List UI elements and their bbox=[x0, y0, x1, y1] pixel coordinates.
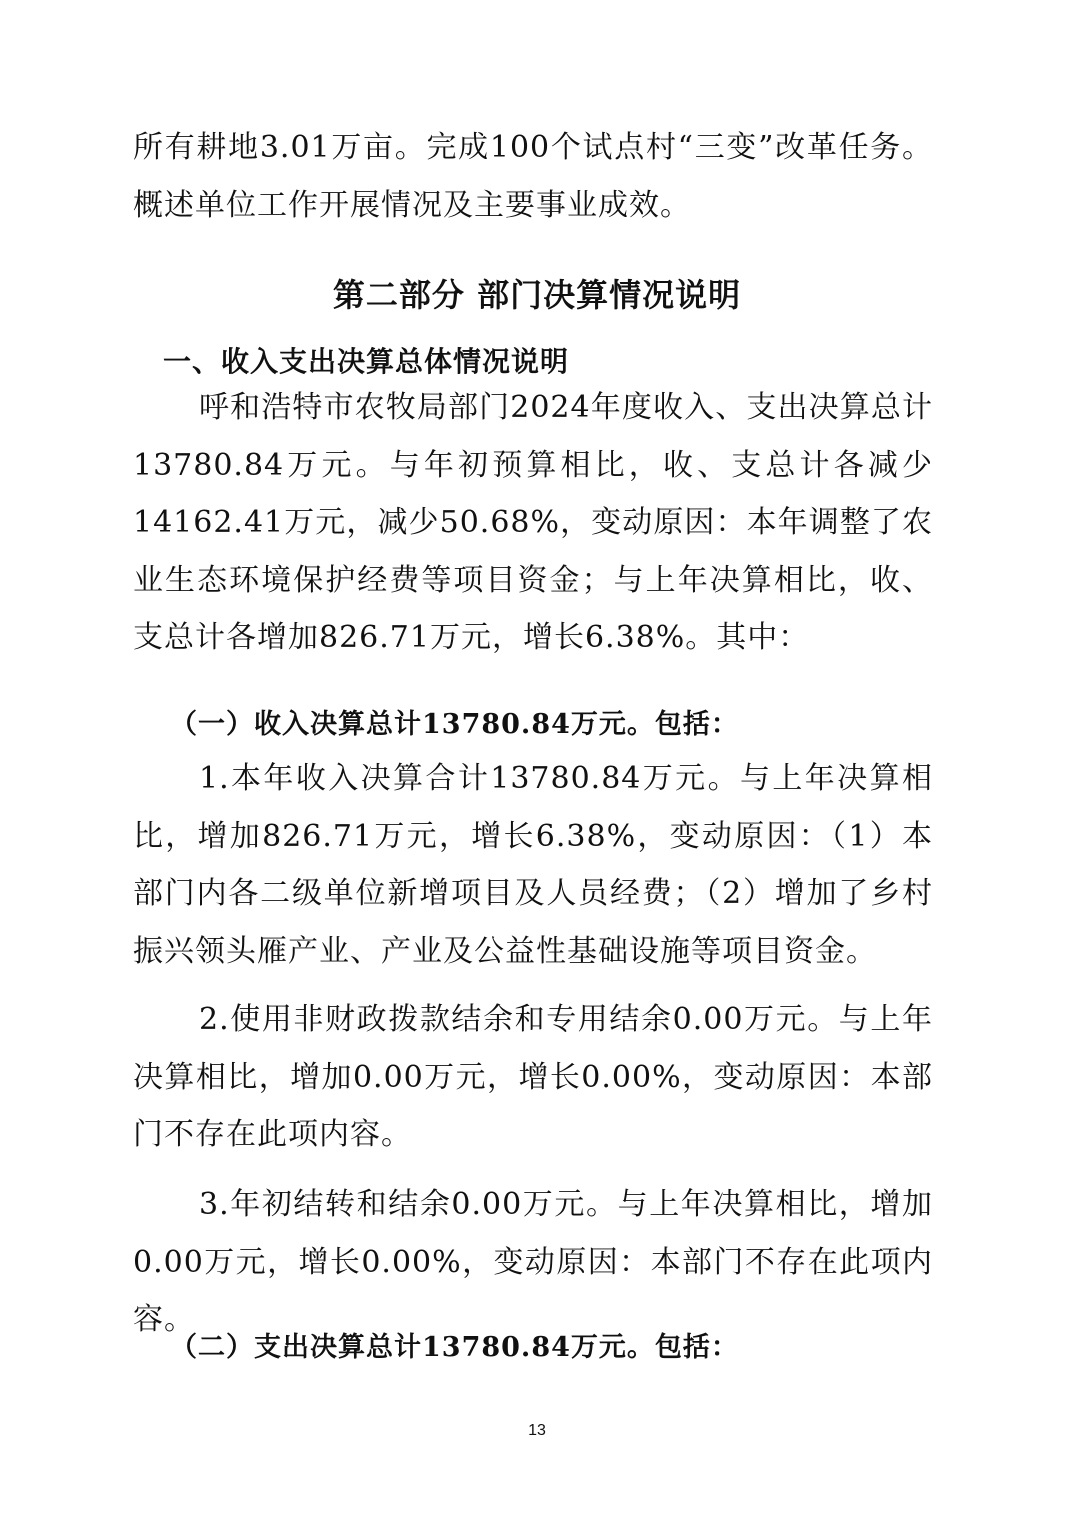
income-item-2: 2.使用非财政拨款结余和专用结余0.00万元。与上年决算相比，增加0.00万元，增长0.00%，变动原因：本部门不存在此项内容。 bbox=[133, 1002, 933, 1152]
section-1-body: 呼和浩特市农牧局部门2024年度收入、支出决算总计13780.84万元。与年初预算相比，收、支总计各减少14162.41万元，减少50.68%，变动原因：本年调整了农业生态环境保护经费等项目资金；与上年决算相比，收、支总计各增加826.71万元，增长6.38%。其中： bbox=[133, 390, 933, 655]
part-title: 第二部分 部门决算情况说明 bbox=[332, 276, 742, 314]
sub-2-heading: （二）支出决算总计13780.84万元。包括： bbox=[170, 1332, 739, 1363]
section-1-heading: 一、收入支出决算总体情况说明 bbox=[163, 345, 570, 378]
page-number: 13 bbox=[528, 1422, 546, 1439]
sub-1-heading: （一）收入决算总计13780.84万元。包括： bbox=[170, 709, 739, 740]
income-item-1: 1.本年收入决算合计13780.84万元。与上年决算相比，增加826.71万元，增长6.38%，变动原因：（1）本部门内各二级单位新增项目及人员经费；（2）增加了乡村振兴领头雁产业、产业及公益性基础设施等项目资金。 bbox=[133, 761, 933, 969]
continued-paragraph: 所有耕地3.01万亩。完成100个试点村“三变”改革任务。概述单位工作开展情况及主要事业成效。 bbox=[133, 130, 933, 223]
income-item-3: 3.年初结转和结余0.00万元。与上年决算相比，增加0.00万元，增长0.00%，变动原因：本部门不存在此项内容。 bbox=[133, 1187, 933, 1337]
